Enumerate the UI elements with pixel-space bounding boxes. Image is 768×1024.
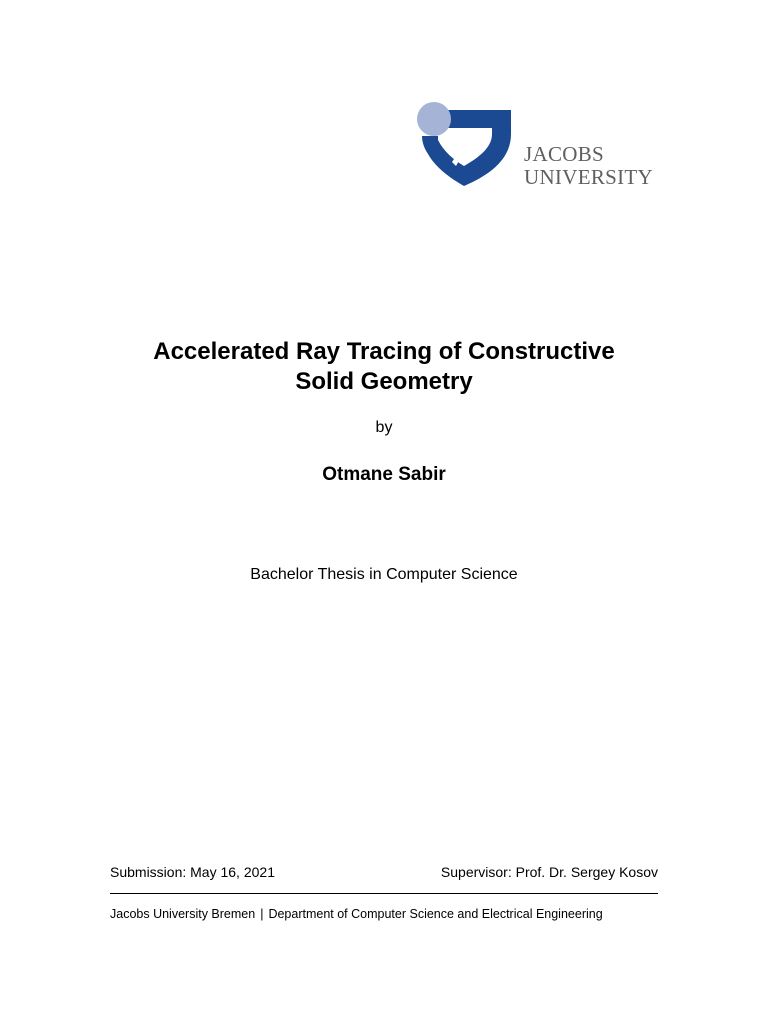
author-name: Otmane Sabir: [322, 464, 446, 485]
logo-wordmark-line2: UNIVERSITY: [524, 165, 653, 189]
thesis-title-line2: Solid Geometry: [295, 368, 473, 395]
logo-wordmark: [524, 143, 653, 189]
thesis-title-line1: Accelerated Ray Tracing of Constructive: [153, 338, 615, 365]
footer-affiliation: [110, 907, 658, 921]
logo-wordmark-line1: JACOBS: [524, 142, 604, 166]
footer-divider: [110, 893, 658, 894]
jacobs-university-logo: [416, 100, 666, 190]
footer-separator: |: [260, 907, 264, 921]
supervisor-name: Supervisor: Prof. Dr. Sergey Kosov: [440, 864, 658, 880]
footer-department: Department of Computer Science and Electrical Engineering: [268, 907, 603, 921]
logo-dot: [417, 102, 451, 136]
by-label: by: [375, 419, 393, 436]
university-shield-icon: [416, 100, 516, 190]
degree-description: Bachelor Thesis in Computer Science: [250, 566, 518, 583]
submission-date: Submission: May 16, 2021: [110, 864, 275, 880]
footer-institution: Jacobs University Bremen: [110, 907, 256, 921]
thesis-title: [84, 337, 684, 397]
